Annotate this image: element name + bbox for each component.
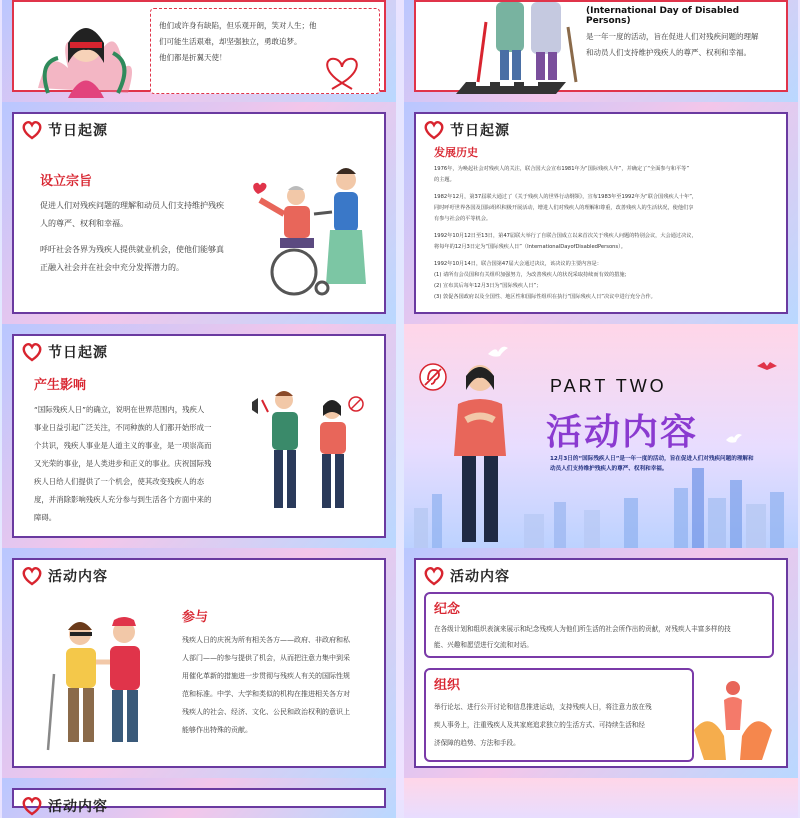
section-subtitle: 产生影响 (34, 378, 87, 393)
header-title: 活动内容 (48, 569, 108, 585)
slide-9[interactable] (2, 778, 396, 818)
heart-logo-icon (424, 121, 444, 139)
header-title: 节日起源 (450, 123, 510, 139)
organize-line-3: 济保障的趋势、方法和手段。 (434, 739, 520, 747)
bird-icon (756, 360, 778, 372)
history-line-8: 1992年10月14日，联合国第47届大会通过决议，该决议的主要内容是： (434, 261, 602, 267)
participation-line-1: 残疾人日的庆祝为所有相关各方——政府、非政府和私 (182, 636, 350, 644)
slide-3[interactable] (2, 102, 396, 324)
quote-line-1: 他们或许身有缺陷，但乐观开朗，笑对人生；他 (159, 21, 317, 30)
slide-9-header (22, 796, 108, 816)
slide-5-header (22, 342, 108, 362)
woman-illustration (440, 356, 520, 546)
impact-line-3: 个共识，残疾人事业是人道主义的事业，是一项崇高而 (34, 441, 212, 450)
desc-line-2: 动员人们支持维护残疾人的尊严、权利和幸福。 (550, 466, 668, 472)
p2-line-2: 正融入社会并在社会中充分发挥潜力的。 (40, 263, 184, 272)
slide-3-frame (12, 112, 386, 314)
slide-7[interactable] (2, 548, 396, 778)
section-title: 活动内容 (546, 412, 699, 453)
organize-box (424, 668, 694, 762)
dove-icon (724, 432, 744, 446)
slide-9-frame (12, 788, 386, 815)
slide-1[interactable] (2, 0, 396, 102)
quote-box (150, 8, 380, 94)
slide-4-header (424, 120, 510, 140)
wheelchair-illustration (250, 164, 370, 304)
elderly-couple-illustration (436, 2, 586, 94)
history-line-6: 1992年10月12日至13日，第47届联大举行了自联合国成立以来首次关于残疾人问题的特别会议，大会通过决议， (434, 233, 697, 239)
slide-5[interactable] (2, 324, 396, 548)
heart-ribbon-icon (317, 53, 367, 89)
slide-7-header (22, 566, 108, 586)
history-line-3: 1982年12月，第37届联大通过了《关于残疾人的世界行动纲领》，宣布1983年至1992年为“联合国残疾人十年”， (434, 194, 698, 200)
slide-8[interactable] (404, 548, 798, 778)
heart-logo-icon (22, 121, 42, 139)
slide-2-frame (414, 0, 788, 92)
slide-4-frame (414, 112, 788, 314)
impact-line-7: 障碍。 (34, 513, 57, 522)
participation-line-4: 范和标准。中学、大学和类似的机构在推进相关各方对 (182, 690, 350, 698)
slide-8-frame (414, 558, 788, 768)
impact-line-1: “国际残疾人日”的确立，说明在世界范围内，残疾人 (34, 405, 205, 414)
helping-blind-illustration (48, 614, 158, 754)
history-line-2: 的主题。 (434, 177, 455, 183)
section-subtitle: 参与 (182, 610, 209, 625)
slide-2[interactable] (404, 0, 798, 102)
impact-line-6: 度，并消除影响残疾人充分参与到生活各个方面中来的 (34, 495, 212, 504)
section-subtitle: 发展历史 (434, 146, 478, 159)
quote-line-2: 们可能生活艰难，却坚强独立，勇敢追梦。 (159, 37, 302, 46)
history-line-10: (2) 宣布其后每年12月3日为“国际残疾人日”； (434, 283, 542, 289)
header-title: 节日起源 (48, 345, 108, 361)
slide-1-frame (12, 0, 386, 92)
commemorate-title: 纪念 (434, 602, 461, 617)
history-line-5: 有参与社会的平等机会。 (434, 216, 492, 222)
slide-3-header (22, 120, 108, 140)
girl-illustration (28, 8, 138, 98)
participation-line-3: 用催化革新的措施进一步贯彻与残疾人有关的国际性规 (182, 672, 350, 680)
section-subtitle: 设立宗旨 (40, 174, 93, 189)
impact-line-4: 又光荣的事业，是人类进步和正义的事业。庆祝国际残 (34, 459, 212, 468)
slide-10[interactable] (404, 778, 798, 818)
participation-line-6: 能够作出特殊的贡献。 (182, 726, 252, 734)
slide-8-header (424, 566, 510, 586)
helping-hands-icon (690, 670, 776, 766)
commemorate-line-2: 能、兴趣和愿望进行交流和对话。 (434, 641, 533, 649)
history-line-7: 将每年的12月3日定为“国际残疾人日”（InternationalDayofDisabledPersons）。 (434, 244, 626, 250)
heart-logo-icon (22, 567, 42, 585)
heart-logo-icon (22, 343, 42, 361)
history-line-4: 同时呼吁世界各国及国际组织积极开展活动，增进人们对残疾人的理解和尊重，改善残疾人的生活状况，使他们享 (434, 205, 694, 211)
history-line-9: (1) 请所有会员国和有关组织加强努力，为改善残疾人的状况采取持续而有效的措施； (434, 272, 630, 278)
en-title: (International Day of Disabled Persons) (586, 6, 740, 26)
impact-line-5: 疾人日给人们提供了一个机会，使其改变残疾人的态 (34, 477, 204, 486)
header-title: 活动内容 (450, 569, 510, 585)
heart-logo-icon (22, 797, 42, 815)
commemorate-box (424, 592, 774, 658)
participation-line-2: 人部门——的参与提供了机会，从而把注意力集中到采 (182, 654, 350, 662)
p1-line-2: 人的尊严、权利和幸福。 (40, 219, 128, 228)
history-line-1: 1976年，为唤起社会对残疾人的关注，联合国大会宣布1981年为“国际残疾人年”，并确定了“全面参与和平等” (434, 166, 690, 172)
part-label: PART TWO (550, 376, 667, 396)
organize-title: 组织 (434, 678, 461, 693)
commemorate-line-1: 在各级计划和组织表演来展示和纪念残疾人为他们所生活的社会所作出的贡献，对残疾人丰富多样的技 (434, 625, 731, 633)
desc-line-1: 12月3日的“国际残疾人日”是一年一度的活动，旨在促进人们对残疾问题的理解和 (550, 456, 754, 462)
slide-6[interactable] (404, 324, 798, 548)
slide-5-frame (12, 334, 386, 538)
slide2-line-2: 和动员人们支持维护残疾人的尊严、权利和幸福。 (586, 48, 751, 57)
history-line-11: (3) 敦促各国政府以及全国性、地区性和国际性组织在执行“国际残疾人日”决议中进行充分合作。 (434, 294, 656, 300)
heart-logo-icon (424, 567, 444, 585)
header-title: 活动内容 (48, 799, 108, 815)
organize-line-1: 举行论坛、进行公开讨论和信息推进运动，支持残疾人日，将注意力放在残 (434, 703, 652, 711)
quote-line-3: 他们都是折翼天使！ (159, 53, 227, 62)
p2-line-1: 呼吁社会各界为残疾人提供就业机会，使他们能够真 (40, 245, 224, 254)
slide2-line-1: 是一年一度的活动，旨在促进人们对残疾问题的理解 (586, 32, 759, 41)
sign-language-illustration (244, 388, 368, 518)
slide-4[interactable] (404, 102, 798, 324)
slide-7-frame (12, 558, 386, 768)
participation-line-5: 残疾人的社会、经济、文化、公民和政治权利的意识上 (182, 708, 350, 716)
organize-line-2: 疾人事务上，注重残疾人及其家庭追求独立的生活方式、可持续生活和经 (434, 721, 645, 729)
p1-line-1: 促进人们对残疾问题的理解和动员人们支持维护残疾 (40, 201, 224, 210)
impact-line-2: 事业日益引起广泛关注，不同种族的人们都开始形成一 (34, 423, 212, 432)
header-title: 节日起源 (48, 123, 108, 139)
